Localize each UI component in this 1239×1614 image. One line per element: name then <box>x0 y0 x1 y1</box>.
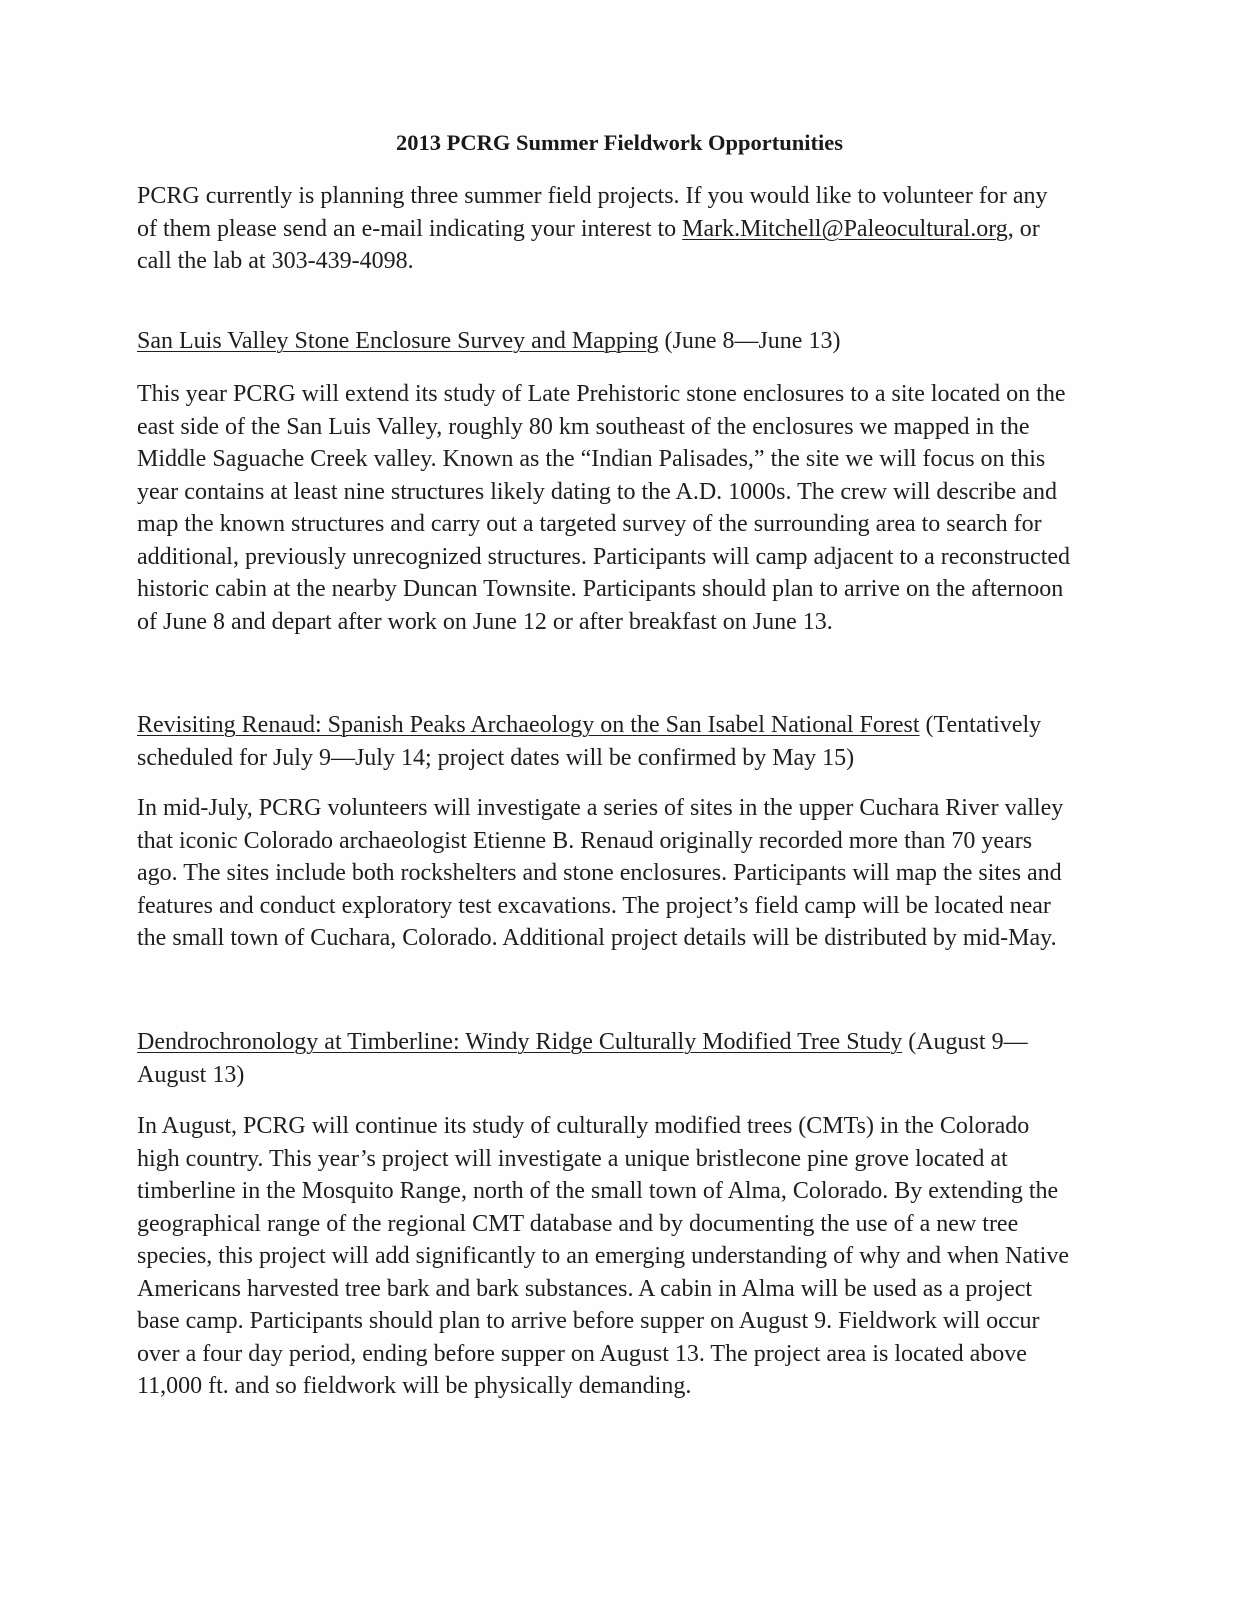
body-line: species, this project will add significantly to an emerging understanding of why and when Native <box>137 1243 1070 1269</box>
project-heading <box>137 709 1137 774</box>
body-line: map the known structures and carry out a targeted survey of the surrounding area to search for <box>137 511 1042 537</box>
intro-line <box>137 213 1137 246</box>
body-line: additional, previously unrecognized structures. Participants will camp adjacent to a reconstructed <box>137 543 1071 570</box>
intro-line: call the lab at 303-439-4098. <box>137 248 414 274</box>
project-heading <box>137 1026 1137 1091</box>
body-line: base camp. Participants should plan to arrive before supper on August 9. Fieldwork will occur <box>137 1308 1040 1334</box>
project-dates: August 13) <box>137 1061 245 1088</box>
body-line: year contains at least nine structures likely dating to the A.D. 1000s. The crew will describe and <box>137 478 1057 505</box>
intro-paragraph <box>137 180 1137 278</box>
project-description <box>137 792 1137 955</box>
body-line: This year PCRG will extend its study of Late Prehistoric stone enclosures to a site located on the <box>137 381 1066 407</box>
body-line: Middle Saguache Creek valley. Known as the “Indian Palisades,” the site we will focus on this <box>137 446 1046 472</box>
project-dates: (Tentatively <box>919 712 1042 738</box>
body-line: In mid-July, PCRG volunteers will investigate a series of sites in the upper Cuchara River valley <box>137 795 1064 821</box>
body-line: In August, PCRG will continue its study of culturally modified trees (CMTs) in the Colorado <box>137 1113 1030 1139</box>
project-description <box>137 378 1137 638</box>
document-title: 2013 PCRG Summer Fieldwork Opportunities <box>395 130 844 155</box>
body-line: historic cabin at the nearby Duncan Townsite. Participants should plan to arrive on the afternoon <box>137 576 1064 602</box>
body-line: ago. The sites include both rockshelters and stone enclosures. Participants will map the sites and <box>137 860 1062 886</box>
body-line: the small town of Cuchara, Colorado. Additional project details will be distributed by mid-May. <box>137 925 1057 951</box>
body-line: Americans harvested tree bark and bark substances. A cabin in Alma will be used as a project <box>137 1275 1033 1302</box>
intro-line: PCRG currently is planning three summer field projects. If you would like to volunteer for any <box>137 183 1048 209</box>
project-heading <box>137 325 1137 358</box>
body-line: geographical range of the regional CMT database and by documenting the use of a new tree <box>137 1210 1019 1237</box>
project-title: Revisiting Renaud: Spanish Peaks Archaeology on the San Isabel National Forest <box>137 712 920 738</box>
project-title: Dendrochronology at Timberline: Windy Ridge Culturally Modified Tree Study <box>137 1029 903 1055</box>
project-dates: (August 9— <box>902 1029 1028 1055</box>
intro-text: of them please send an e-mail indicating your interest to <box>137 215 683 242</box>
project-dates: (June 8—June 13) <box>658 328 841 354</box>
project-description <box>137 1110 1137 1403</box>
body-line: timberline in the Mosquito Range, north of the small town of Alma, Colorado. By extending the <box>137 1178 1059 1204</box>
body-line: features and conduct exploratory test excavations. The project’s field camp will be located near <box>137 892 1051 919</box>
project-title: San Luis Valley Stone Enclosure Survey and Mapping <box>137 328 659 354</box>
body-line: of June 8 and depart after work on June 12 or after breakfast on June 13. <box>137 608 833 635</box>
body-line: 11,000 ft. and so fieldwork will be physically demanding. <box>137 1373 692 1399</box>
project-dates: scheduled for July 9—July 14; project dates will be confirmed by May 15) <box>137 744 855 771</box>
intro-text: , or <box>1007 215 1040 242</box>
body-line: over a four day period, ending before supper on August 13. The project area is located above <box>137 1340 1027 1367</box>
body-line: high country. This year’s project will investigate a unique bristlecone pine grove located at <box>137 1145 1008 1172</box>
contact-email-link[interactable]: Mark.Mitchell@Paleocultural.org <box>682 215 1008 242</box>
body-line: east side of the San Luis Valley, roughly 80 km southeast of the enclosures we mapped in the <box>137 413 1030 440</box>
body-line: that iconic Colorado archaeologist Etienne B. Renaud originally recorded more than 70 years <box>137 827 1033 854</box>
